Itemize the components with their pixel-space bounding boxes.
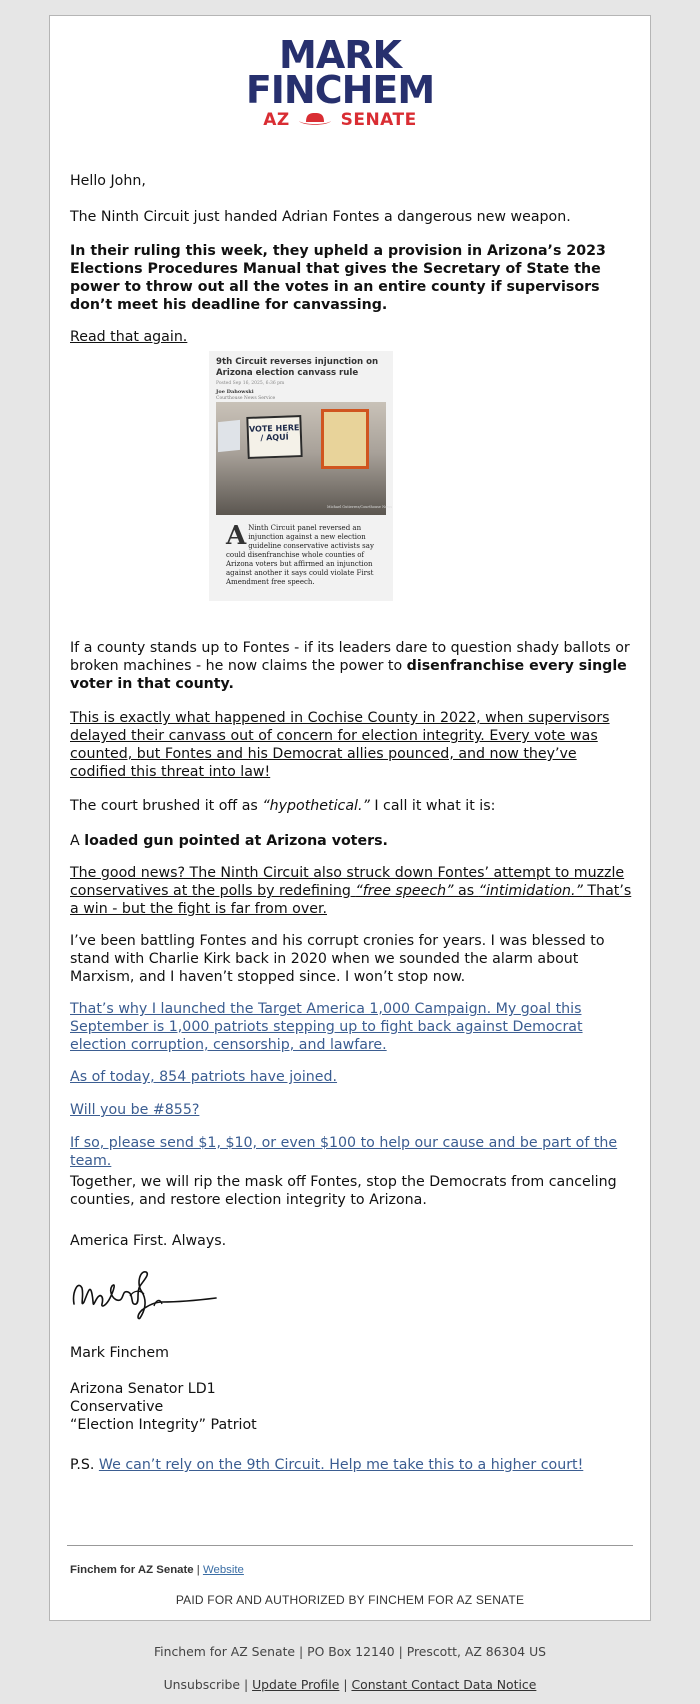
county-emphasis: disenfranchise every single voter in that county. — [70, 658, 627, 692]
court-quote: “hypothetical.” — [262, 798, 370, 814]
footer-org-line — [70, 1564, 244, 1576]
clipping-dropcap: A — [226, 521, 247, 551]
logo-first-name: MARK — [279, 33, 401, 77]
joined-paragraph — [70, 1068, 632, 1086]
clipping-article — [226, 521, 376, 587]
will-you-paragraph — [70, 1101, 632, 1119]
photo-sign-left — [218, 420, 240, 452]
campaign-link[interactable]: That’s why I launched the Target America 1,000 Campaign. My goal this September is 1,000 patriots stepping up to fight back against Democrat election corruption, censorship, and lawfare. — [70, 1001, 583, 1053]
logo-last-name: FINCHEM — [245, 68, 435, 112]
ruling-paragraph: In their ruling this week, they upheld a provision in Arizona’s 2023 Elections Procedures Manual that gives the Secretary of State the power to throw out all the votes in an entire county if supervisors don’t meet his deadline for canvassing. — [70, 243, 606, 313]
footer-divider — [67, 1545, 633, 1546]
logo-state: AZ — [263, 110, 290, 130]
footer-separator: | — [193, 1564, 203, 1576]
signature-image — [70, 1262, 220, 1322]
cowboy-hat-icon — [298, 111, 332, 127]
intimidation-quote: “intimidation.” — [478, 883, 583, 899]
together-paragraph: Together, we will rip the mask off Fontes, stop the Democrats from canceling counties, and restore election integrity to Arizona. — [70, 1174, 617, 1208]
subscription-links — [0, 1677, 700, 1692]
signer-name: Mark Finchem — [70, 1345, 169, 1361]
clipping-outlet: Courthouse News Service — [216, 396, 276, 401]
link-separator-2: | — [339, 1677, 352, 1692]
greeting: Hello John, — [70, 173, 146, 189]
link-separator-1: | — [240, 1677, 253, 1692]
clipping-author: Joe Dahowski — [216, 389, 254, 395]
clipping-headline: 9th Circuit reverses injunction on Arizona election canvass rule — [216, 357, 379, 378]
court-text-end: I call it what it is: — [369, 798, 496, 814]
photo-vote-sign: VOTE HERE / AQUÍ — [246, 415, 302, 459]
ps-label: P.S. — [70, 1457, 99, 1473]
clipping-article-text: Ninth Circuit panel reversed an injunction against a new election guideline conservative activists say could disenfranchise whole counties of Arizona voters but affirmed an injunction against another it says could violate First Amendment free speech. — [226, 524, 374, 586]
signer-title-3: “Election Integrity” Patriot — [70, 1417, 257, 1433]
paid-for-disclaimer: PAID FOR AND AUTHORIZED BY FINCHEM FOR AZ SENATE — [175, 1593, 525, 1607]
footer-org-name: Finchem for AZ Senate — [70, 1564, 194, 1576]
donate-paragraph — [70, 1134, 632, 1170]
joined-link[interactable]: As of today, 854 patriots have joined. — [70, 1069, 338, 1085]
free-speech-quote: “free speech” — [355, 883, 454, 899]
county-paragraph — [70, 639, 632, 693]
gun-paragraph — [70, 832, 632, 850]
signer-title-1: Arizona Senator LD1 — [70, 1381, 216, 1397]
unsubscribe-link[interactable]: Unsubscribe — [163, 1677, 240, 1692]
read-again-text: Read that again. — [70, 329, 188, 345]
cochise-paragraph: This is exactly what happened in Cochise County in 2022, when supervisors delayed their canvass out of concern for election integrity. Every vote was counted, but Fontes and his Democrat allies pounced, and now they’ve codified this threat into law! — [70, 710, 610, 780]
news-clipping-image — [209, 351, 393, 601]
good-news-text: The good news? The Ninth Circuit also struck down Fontes’ attempt to muzzle conservatives at the polls by redefining — [70, 865, 625, 899]
county-text: If a county stands up to Fontes - if its leaders dare to question shady ballots or broken machines - he now claims the power to — [70, 640, 630, 674]
update-profile-link[interactable]: Update Profile — [252, 1677, 340, 1692]
clipping-posted: Posted Sep 16, 2025, 6:36 pm — [216, 381, 285, 386]
sender-address: Finchem for AZ Senate | PO Box 12140 | Prescott, AZ 86304 US — [153, 1644, 547, 1659]
data-notice-link[interactable]: Constant Contact Data Notice — [351, 1677, 537, 1692]
america-first-text: America First. Always. — [70, 1233, 227, 1249]
logo-subtitle — [240, 110, 440, 130]
good-news-as: as — [453, 883, 479, 899]
donate-link[interactable]: If so, please send $1, $10, or even $100 to help our cause and be part of the team. — [70, 1135, 618, 1169]
good-news-end: That’s a win - but the fight is far from over. — [70, 883, 632, 917]
photo-credit: Michael Gutierrez/Courthouse News — [327, 505, 393, 509]
footer-website-link[interactable]: Website — [202, 1564, 244, 1576]
intro-paragraph: The Ninth Circuit just handed Adrian Fontes a dangerous new weapon. — [70, 209, 571, 225]
campaign-logo[interactable] — [240, 33, 440, 130]
gun-emphasis: loaded gun pointed at Arizona voters. — [84, 833, 388, 849]
ps-link[interactable]: We can’t rely on the 9th Circuit. Help me take this to a higher court! — [98, 1457, 584, 1473]
good-news-paragraph — [70, 864, 632, 918]
campaign-paragraph — [70, 1000, 632, 1054]
logo-office: SENATE — [340, 110, 417, 130]
court-paragraph — [70, 797, 632, 815]
signer-title-2: Conservative — [70, 1399, 164, 1415]
will-you-link[interactable]: Will you be #855? — [70, 1102, 200, 1118]
photo-notice-sign — [321, 409, 369, 469]
gun-text: A — [70, 833, 85, 849]
email-card — [49, 15, 651, 1621]
postscript — [70, 1456, 632, 1474]
battling-paragraph: I’ve been battling Fontes and his corrupt cronies for years. I was blessed to stand with Charlie Kirk back in 2020 when we sounded the alarm about Marxism, and I haven’t stopped since. I won’t stop now. — [70, 933, 605, 985]
court-text: The court brushed it off as — [70, 798, 263, 814]
